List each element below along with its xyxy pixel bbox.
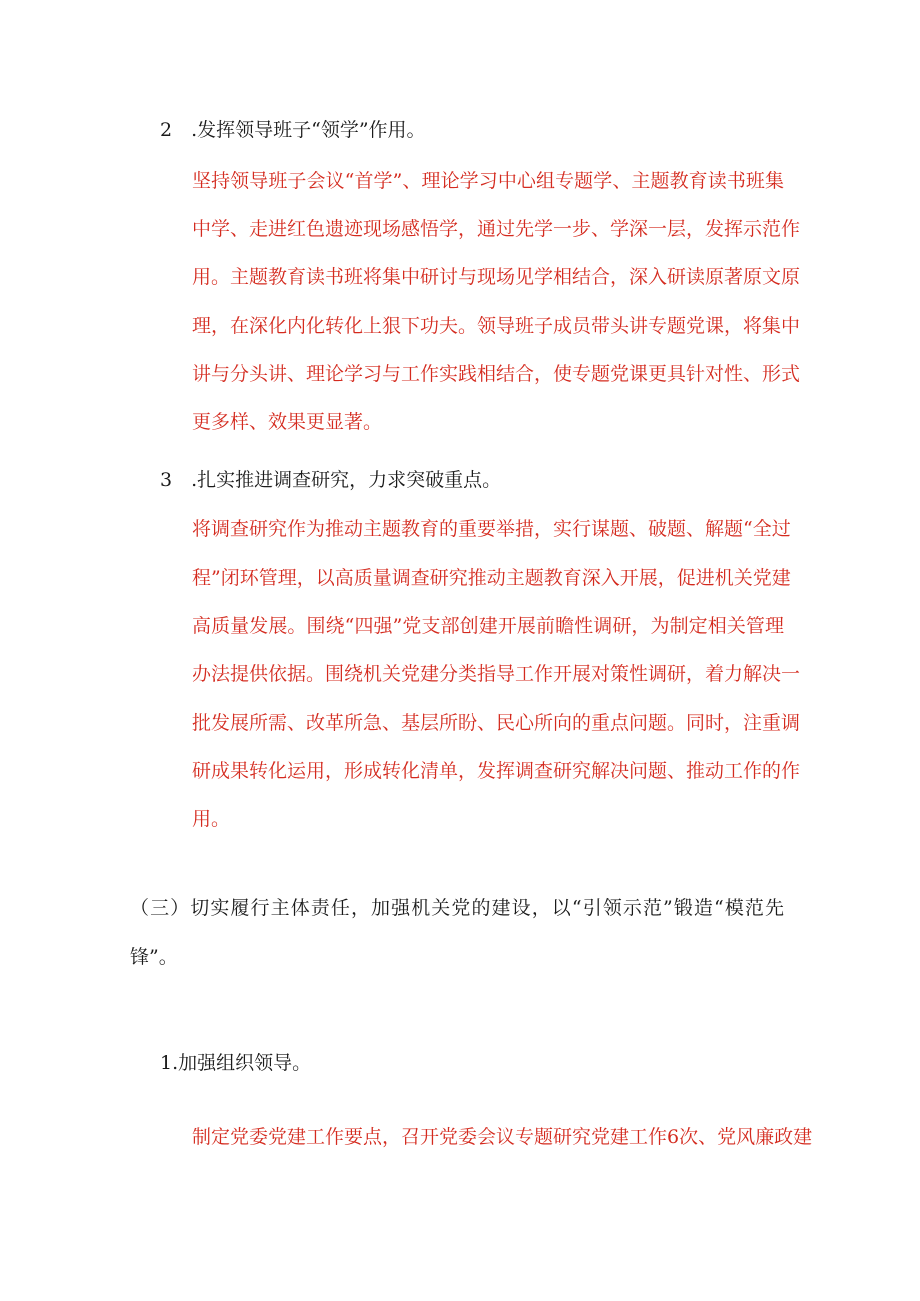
part-3-heading-line-2: 锋”。 <box>130 946 178 968</box>
section-3-line-4: 办法提供依据。围绕机关党建分类指导工作开展对策性调研，着力解决一 <box>192 663 801 685</box>
section-2-line-6: 更多样、效果更显著。 <box>192 411 383 433</box>
section-3-line-3: 高质量发展。围绕“四强”党支部创建开展前瞻性调研，为制定相关管理 <box>192 615 784 637</box>
section-3-heading: 3 .扎实推进调查研究，力求突破重点。 <box>160 469 502 491</box>
section-3-line-7: 用。 <box>192 808 231 830</box>
section-2-line-2: 中学、走进红色遗迹现场感悟学，通过先学一步、学深一层，发挥示范作 <box>192 218 801 240</box>
section-3-line-6: 研成果转化运用，形成转化清单，发挥调查研究解决问题、推动工作的作 <box>192 760 801 782</box>
section-2-line-5: 讲与分头讲、理论学习与工作实践相结合，使专题党课更具针对性、形式 <box>192 363 801 385</box>
part-3-heading-line-1: （三）切实履行主体责任，加强机关党的建设，以“引领示范”锻造“模范先 <box>130 897 784 919</box>
section-3-line-2: 程”闭环管理，以高质量调查研究推动主题教育深入开展，促进机关党建 <box>192 567 791 589</box>
section-3-line-5: 批发展所需、改革所急、基层所盼、民心所向的重点问题。同时，注重调 <box>192 712 801 734</box>
section-3-line-1: 将调查研究作为推动主题教育的重要举措，实行谋题、破题、解题“全过 <box>192 518 791 540</box>
section-2-heading: 2 .发挥领导班子“领学”作用。 <box>160 119 426 141</box>
section-2-line-1: 坚持领导班子会议“首学”、理论学习中心组专题学、主题教育读书班集 <box>192 170 784 192</box>
section-1-heading: 1.加强组织领导。 <box>160 1052 312 1074</box>
section-2-line-4: 理，在深化内化转化上狠下功夫。领导班子成员带头讲专题党课，将集中 <box>192 315 801 337</box>
section-2-line-3: 用。主题教育读书班将集中研讨与现场见学相结合，深入研读原著原文原 <box>192 266 801 288</box>
section-1-line-1: 制定党委党建工作要点，召开党委会议专题研究党建工作6次、党风廉政建 <box>192 1126 813 1148</box>
